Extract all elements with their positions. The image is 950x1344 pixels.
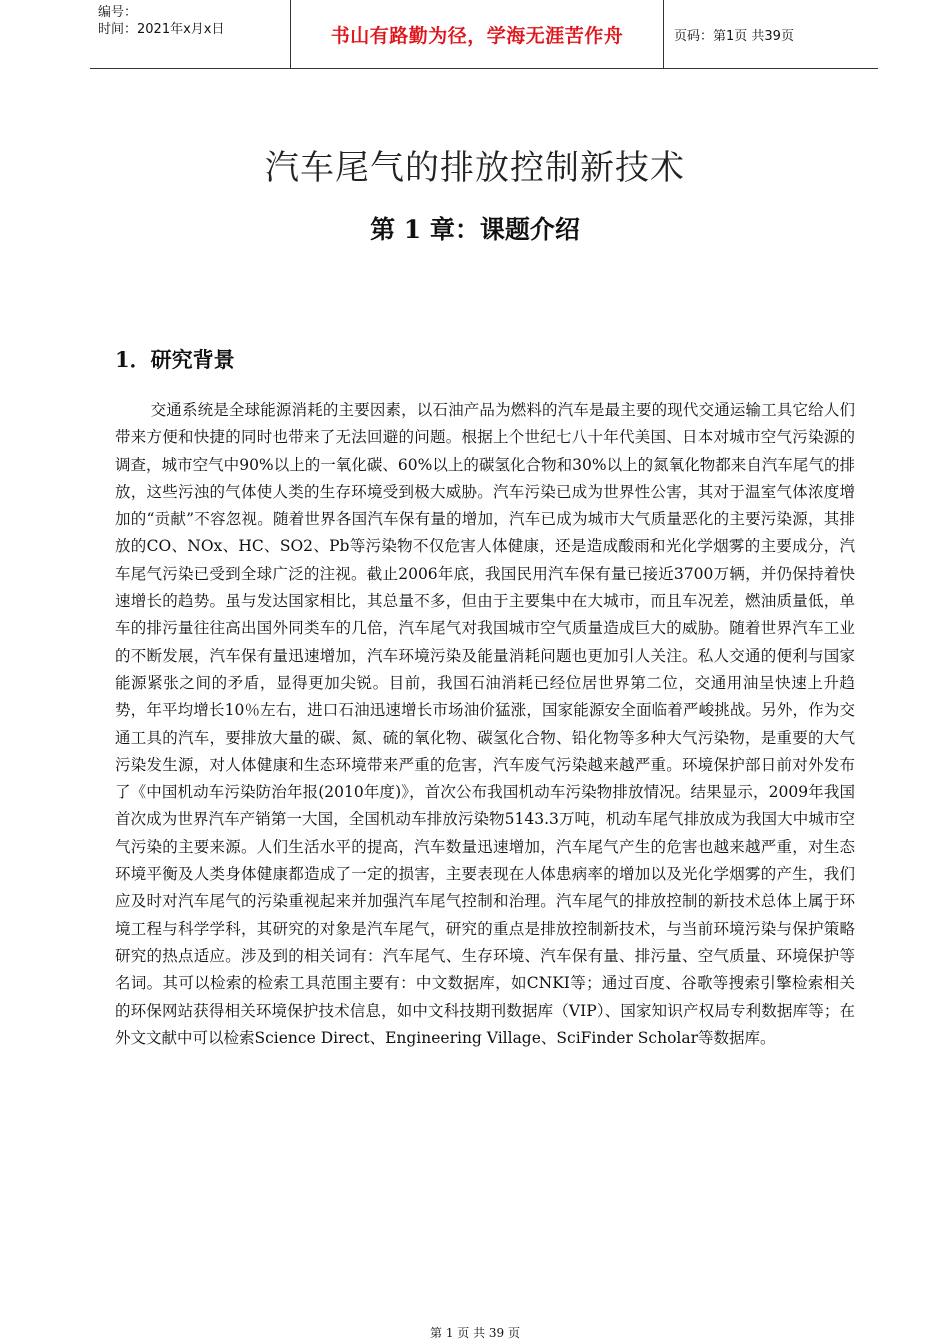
section-heading: 1．研究背景 — [115, 347, 235, 372]
header-motto: 书山有路勤为径，学海无涯苦作舟 — [330, 24, 624, 47]
header-meta — [98, 4, 288, 66]
header-page-number: 页码：第1页 共39页 — [674, 28, 794, 44]
chapter-title: 第 1 章：课题介绍 — [370, 215, 580, 244]
page-footer: 第 1 页 共 39 页 — [430, 1326, 520, 1340]
page-header — [90, 0, 878, 69]
document-time-label: 时间：2021年x月x日 — [98, 22, 225, 37]
header-divider — [663, 0, 664, 68]
body-paragraph: 交通系统是全球能源消耗的主要因素，以石油产品为燃料的汽车是最主要的现代交通运输工具它给人们带来方便和快捷的同时也带来了无法回避的问题。根据上个世纪七八十年代美国、日本对城市空气污染源的调查，城市空气中90%以上的一氧化碳、60%以上的碳氢化合物和30%以上的氮氧化物都来自汽车尾气的排放，这些污浊的气体使人类的生存环境受到极大威胁。汽车污染已成为世界性公害，其对于温室气体浓度增加的“贡献”不容忽视。随着世界各国汽车保有量的增加，汽车已成为城市大气质量恶化的主要污染源，其排放的CO、NOx、HC、SO2、Pb等污染物不仅危害人体健康，还是造成酸雨和光化学烟雾的主要成分，汽车尾气污染已受到全球广泛的注视。截止2006年底，我国民用汽车保有量已接近3700万辆，并仍保持着快速增长的趋势。虽与发达国家相比，其总量不多，但由于主要集中在大城市，而且车况差，燃油质量低，单车的排污量往往高出国外同类车的几倍，汽车尾气对我国城市空气质量造成巨大的威胁。随着世界汽车工业的不断发展，汽车保有量迅速增加，汽车环境污染及能量消耗问题也更加引人关注。私人交通的便利与国家能源紧张之间的矛盾，显得更加尖锐。目前，我国石油消耗已经位居世界第二位，交通用油呈快速上升趋势，年平均增长10％左右，进口石油迅速增长市场油价猛涨，国家能源安全面临着严峻挑战。另外，作为交通工具的汽车，要排放大量的碳、氮、硫的氧化物、碳氢化合物、铅化物等多种大气污染物，是重要的大气污染发生源，对人体健康和生态环境带来严重的危害，汽车废气污染越来越严重。环境保护部日前对外发布了《中国机动车污染防治年报(2010年度)》，首次公布我国机动车污染物排放情况。结果显示，2009年我国首次成为世界汽车产销第一大国，全国机动车排放污染物5143.3万吨，机动车尾气排放成为我国大中城市空气污染的主要来源。人们生活水平的提高，汽车数量迅速增加，汽车尾气产生的危害也越来越严重，对生态环境平衡及人类身体健康都造成了一定的损害，主要表现在人体患病率的增加以及光化学烟雾的产生，我们应及时对汽车尾气的污染重视起来并加强汽车尾气控制和治理。汽车尾气的排放控制的新技术总体上属于环境工程与科学学科，其研究的对象是汽车尾气，研究的重点是排放控制新技术，与当前环境污染与保护策略研究的热点适应。涉及到的相关词有：汽车尾气、生存环境、汽车保有量、排污量、空气质量、环境保护等名词。其可以检索的检索工具范围主要有：中文数据库，如CNKI等；通过百度、谷歌等搜索引擎检索相关的环保网站获得相关环境保护技术信息，如中文科技期刊数据库（VIP）、国家知识产权局专利数据库等；在外文文献中可以检索Science Direct、Engineering Village、SciFinder Scholar等数据库。 — [115, 401, 855, 1047]
document-number-label: 编号： — [98, 5, 138, 20]
document-title: 汽车尾气的排放控制新技术 — [265, 148, 685, 188]
